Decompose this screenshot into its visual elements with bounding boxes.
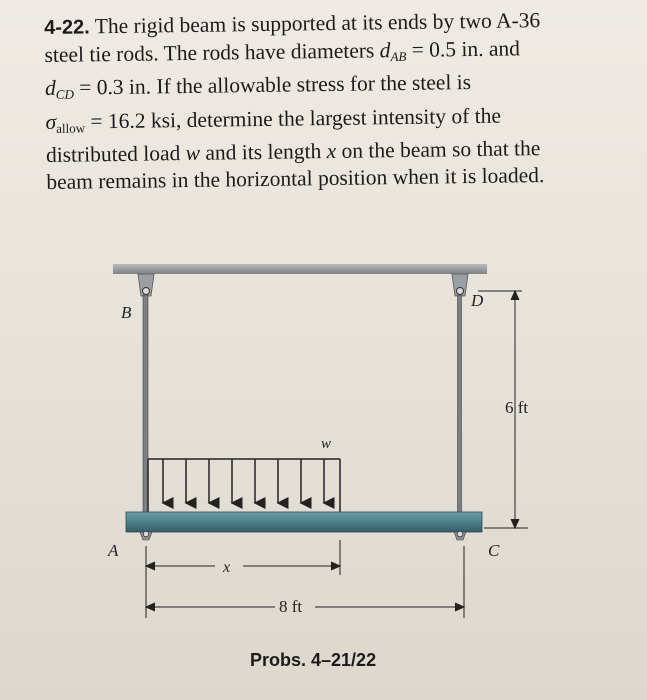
label-w: w bbox=[321, 436, 332, 452]
problem-line-4: $\sigma_{allow} = 16.2$ ksi, determine the largest intensity of the bbox=[45, 103, 502, 136]
ceiling-support bbox=[113, 264, 487, 274]
problem-line-5: distributed load w and its length x on the beam so that the bbox=[45, 136, 541, 168]
label-C: C bbox=[488, 541, 500, 560]
pin-bracket-D bbox=[452, 274, 468, 296]
rod-CD bbox=[458, 295, 462, 514]
span-dimension bbox=[146, 546, 464, 618]
problem-line-2: steel tie rods. The rods have diameters $d_{AB} = 0.5$ in. and bbox=[44, 35, 521, 67]
label-B: B bbox=[121, 303, 132, 322]
problem-line-6: beam remains in the horizontal position when it is loaded. bbox=[46, 163, 545, 194]
rigid-beam bbox=[126, 512, 482, 532]
problem-line-3: $d_{CD} = 0.3$ in. If the allowable stress for the steel is bbox=[44, 70, 472, 103]
figure-caption: Probs. 4–21/22 bbox=[250, 650, 377, 670]
label-A: A bbox=[108, 541, 119, 560]
problem-number: 4-22. bbox=[44, 16, 90, 39]
x-dimension bbox=[146, 540, 340, 618]
label-8ft: 8 ft bbox=[279, 597, 303, 616]
label-x: x bbox=[223, 559, 231, 576]
distributed-load bbox=[148, 459, 340, 512]
label-D: D bbox=[471, 291, 484, 310]
label-6ft: 6 ft bbox=[505, 398, 529, 417]
pin-C bbox=[454, 531, 466, 540]
pin-A bbox=[140, 531, 152, 540]
problem-line-1: 4-22. The rigid beam is supported at its ends by two A-36 bbox=[44, 8, 541, 39]
pin-bracket-B bbox=[138, 274, 154, 296]
